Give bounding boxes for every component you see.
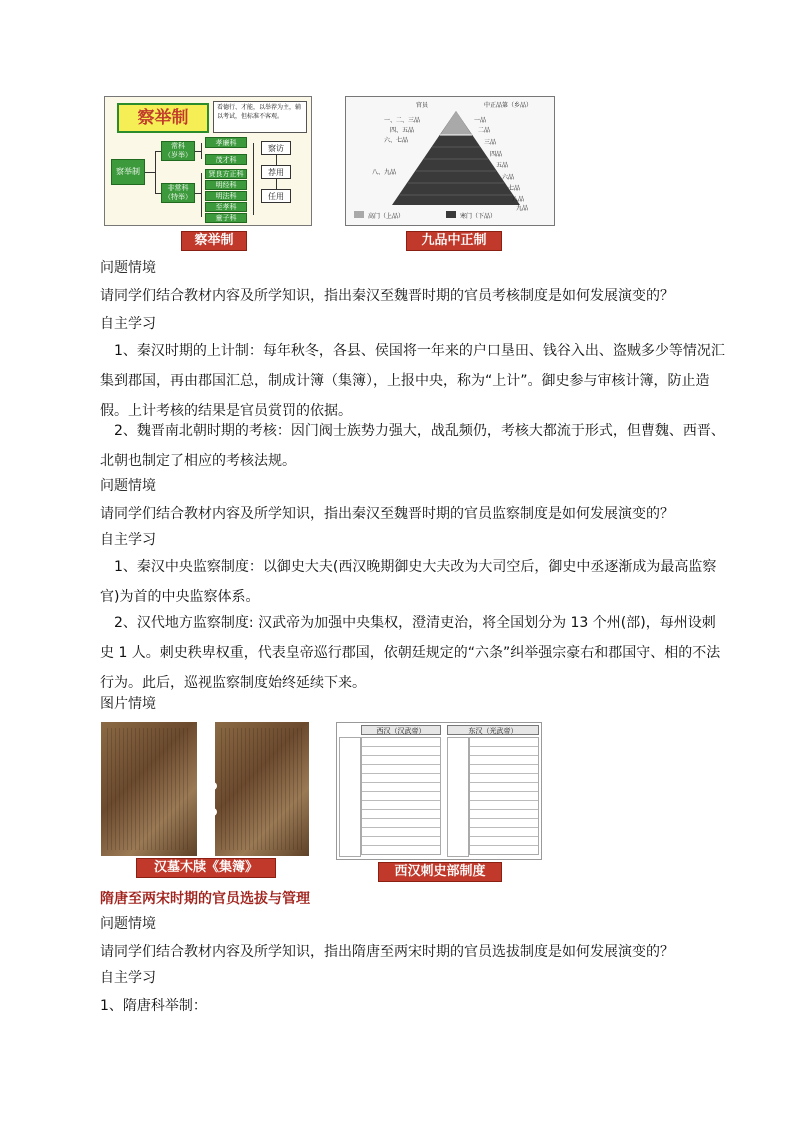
jiupin-caption: 九品中正制 bbox=[406, 231, 502, 251]
jiupin-diagram bbox=[345, 96, 555, 226]
jiupin-left-label: 六、七品 bbox=[384, 137, 409, 144]
p4-text: 2、汉代地方监察制度: 汉武帝为加强中央集权，澄清吏治，将全国划分为 13 个州(部)，每州设刺史 1 人。刺史秩卑权重，代表皇帝巡行郡国，依朝廷规定的“六条”纠举强宗豪右和郡国守、相的不法行为。此后，巡视监察制度始终延续下来。 bbox=[100, 615, 721, 691]
p2-text: 2、魏晋南北朝时期的考核：因门阀士族势力强大，战乱频仍，考核大都流于形式，但曹魏、西晋、北朝也制定了相应的考核法规。 bbox=[100, 423, 725, 469]
s1-label: 自主学习 bbox=[100, 316, 156, 332]
slips-caption: 汉墓木牍《集簿》 bbox=[136, 858, 276, 878]
chajuzhi-diagram bbox=[104, 96, 312, 226]
p5-text: 1、隋唐科举制： bbox=[100, 998, 207, 1014]
step-box: 察访 bbox=[261, 141, 291, 155]
s2-label: 自主学习 bbox=[100, 532, 156, 548]
jiupin-right-label: 二品 bbox=[478, 127, 491, 134]
wooden-slip-left bbox=[101, 722, 197, 856]
regular-category-box: 常科 （岁举） bbox=[161, 141, 195, 161]
wooden-slips-photo bbox=[101, 722, 309, 858]
special-item: 明法科 bbox=[205, 191, 247, 201]
special-item: 至孝科 bbox=[205, 202, 247, 212]
jiupin-right-label: 七品 bbox=[508, 185, 521, 192]
jiupin-right-label: 三品 bbox=[484, 139, 497, 146]
chajuzhi-diagram-title: 察举制 bbox=[117, 103, 209, 133]
step-box: 任用 bbox=[261, 189, 291, 203]
jiupin-right-label: 五品 bbox=[496, 162, 509, 169]
cishi-caption: 西汉刺史部制度 bbox=[378, 862, 502, 882]
q2-label: 问题情境 bbox=[100, 478, 156, 494]
jiupin-left-label: 四、五品 bbox=[390, 127, 415, 134]
pic-label: 图片情境 bbox=[100, 696, 156, 712]
section-title: 隋唐至两宋时期的官员选拔与管理 bbox=[100, 891, 310, 907]
regular-item: 孝廉科 bbox=[205, 137, 247, 148]
legend-high-label: 高门（上品） bbox=[368, 213, 405, 220]
s3-label: 自主学习 bbox=[100, 970, 156, 986]
jiupin-right-label: 一品 bbox=[474, 117, 487, 124]
special-category-box: 非常科 （特举） bbox=[161, 183, 195, 203]
chajuzhi-note: 看德行、才能，以举荐为主，辅以考试，但标准不客观。 bbox=[213, 101, 307, 133]
q3-label: 问题情境 bbox=[100, 916, 156, 932]
jiupin-left-label: 一、二、三品 bbox=[384, 117, 421, 124]
q1-text: 请同学们结合教材内容及所学知识，指出秦汉至魏晋时期的官员考核制度是如何发展演变的？ bbox=[100, 288, 674, 304]
legend-low-label: 寒门（下品） bbox=[460, 213, 497, 220]
wooden-slip-right bbox=[215, 722, 309, 856]
chajuzhi-caption: 察举制 bbox=[181, 231, 247, 251]
q3-text: 请同学们结合教材内容及所学知识，指出隋唐至两宋时期的官员选拔制度是如何发展演变的？ bbox=[100, 944, 674, 960]
jiupin-right-label: 四品 bbox=[490, 151, 503, 158]
cishi-table bbox=[336, 722, 542, 860]
regular-item: 茂才科 bbox=[205, 154, 247, 165]
legend-low-swatch bbox=[446, 211, 456, 218]
pyramid-top bbox=[440, 111, 472, 135]
q1-label: 问题情境 bbox=[100, 260, 156, 276]
q2-text: 请同学们结合教材内容及所学知识，指出秦汉至魏晋时期的官员监察制度是如何发展演变的？ bbox=[100, 506, 674, 522]
step-box: 荐用 bbox=[261, 165, 291, 179]
jiupin-header-right: 中正品第（乡品） bbox=[484, 102, 533, 109]
special-item: 童子科 bbox=[205, 213, 247, 223]
special-item: 明经科 bbox=[205, 180, 247, 190]
jiupin-left-label: 八、九品 bbox=[372, 169, 397, 176]
chajuzhi-root-box: 察举制 bbox=[111, 159, 145, 185]
p1-text: 1、秦汉时期的上计制：每年秋冬，各县、侯国将一年来的户口垦田、钱谷入出、盗贼多少等情况汇集到郡国，再由郡国汇总，制成计簿（集簿），上报中央，称为“上计”。御史参与审核计簿，防止造假。上计考核的结果是官员赏罚的依据。 bbox=[100, 343, 725, 419]
p3-text: 1、秦汉中央监察制度：以御史大夫(西汉晚期御史大夫改为大司空后，御史中丞逐渐成为最高监察官)为首的中央监察体系。 bbox=[100, 559, 717, 605]
jiupin-right-label: 八品 bbox=[512, 196, 525, 203]
cishi-col1-header: 西汉（汉武帝） bbox=[361, 725, 441, 735]
special-item: 贤良方正科 bbox=[205, 169, 247, 179]
jiupin-header-left: 官员 bbox=[416, 102, 429, 109]
cishi-col2-header: 东汉（光武帝） bbox=[447, 725, 539, 735]
jiupin-right-label: 六品 bbox=[502, 174, 515, 181]
legend-high-swatch bbox=[354, 211, 364, 218]
jiupin-right-label: 九品 bbox=[516, 205, 529, 212]
